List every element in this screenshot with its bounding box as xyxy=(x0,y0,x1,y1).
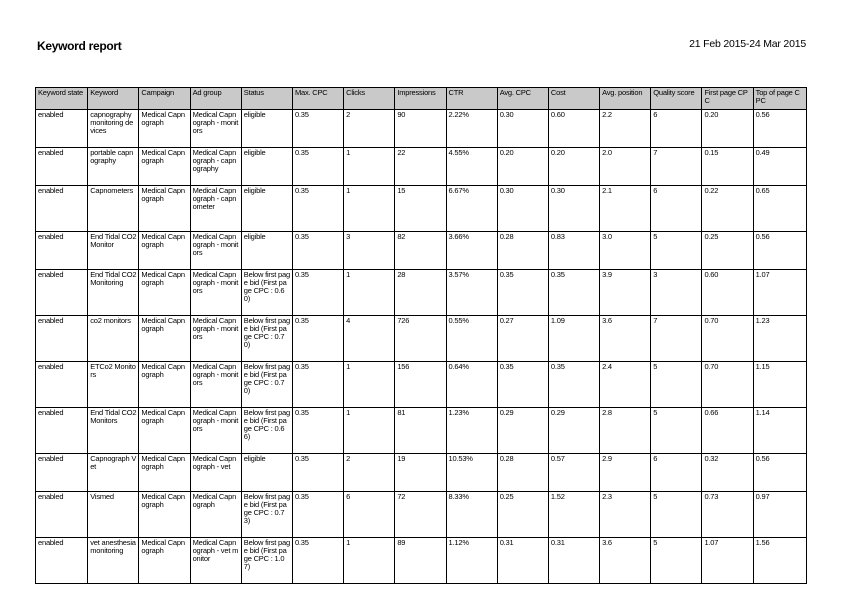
cell-status: Below first page bid (First page CPC : 0.66) xyxy=(241,408,292,454)
cell-ctr: 10.53% xyxy=(446,454,497,492)
cell-keyword: capnography monitoring devices xyxy=(88,110,139,148)
cell-ctr: 3.57% xyxy=(446,270,497,316)
cell-keyword-state: enabled xyxy=(36,538,88,584)
cell-keyword-state: enabled xyxy=(36,316,88,362)
cell-quality-score: 5 xyxy=(651,492,702,538)
cell-clicks: 6 xyxy=(344,492,395,538)
cell-keyword: Capnograph Vet xyxy=(88,454,139,492)
cell-ctr: 1.12% xyxy=(446,538,497,584)
cell-avg-cpc: 0.28 xyxy=(497,232,548,270)
cell-avg-cpc: 0.20 xyxy=(497,148,548,186)
col-ctr: CTR xyxy=(446,88,497,110)
cell-keyword: ETCo2 Monitors xyxy=(88,362,139,408)
cell-status: eligible xyxy=(241,110,292,148)
cell-max-cpc: 0.35 xyxy=(292,362,343,408)
cell-impressions: 19 xyxy=(395,454,446,492)
cell-top-of-page-cpc: 0.49 xyxy=(753,148,806,186)
cell-quality-score: 5 xyxy=(651,538,702,584)
cell-quality-score: 6 xyxy=(651,186,702,232)
cell-quality-score: 5 xyxy=(651,362,702,408)
cell-impressions: 81 xyxy=(395,408,446,454)
cell-first-page-cpc: 0.22 xyxy=(702,186,753,232)
cell-top-of-page-cpc: 0.56 xyxy=(753,110,806,148)
cell-avg-position: 2.4 xyxy=(600,362,651,408)
cell-cost: 0.20 xyxy=(548,148,599,186)
cell-ad-group: Medical Capnograph - monitors xyxy=(190,270,241,316)
table-row xyxy=(36,492,807,538)
col-top-of-page-cpc: Top of page CPC xyxy=(753,88,806,110)
cell-impressions: 22 xyxy=(395,148,446,186)
table-row xyxy=(36,316,807,362)
cell-avg-position: 2.0 xyxy=(600,148,651,186)
cell-status: Below first page bid (First page CPC : 0.60) xyxy=(241,270,292,316)
cell-first-page-cpc: 0.60 xyxy=(702,270,753,316)
cell-impressions: 89 xyxy=(395,538,446,584)
cell-clicks: 1 xyxy=(344,362,395,408)
cell-ad-group: Medical Capnograph - monitors xyxy=(190,232,241,270)
cell-max-cpc: 0.35 xyxy=(292,538,343,584)
cell-top-of-page-cpc: 1.23 xyxy=(753,316,806,362)
cell-cost: 0.35 xyxy=(548,270,599,316)
cell-ad-group: Medical Capnograph - vet monitor xyxy=(190,538,241,584)
cell-quality-score: 5 xyxy=(651,408,702,454)
cell-impressions: 82 xyxy=(395,232,446,270)
cell-keyword: portable capnography xyxy=(88,148,139,186)
cell-cost: 0.60 xyxy=(548,110,599,148)
cell-ad-group: Medical Capnograph - monitors xyxy=(190,110,241,148)
cell-top-of-page-cpc: 1.07 xyxy=(753,270,806,316)
cell-ad-group: Medical Capnograph - vet xyxy=(190,454,241,492)
col-cost: Cost xyxy=(548,88,599,110)
cell-keyword-state: enabled xyxy=(36,232,88,270)
cell-quality-score: 7 xyxy=(651,316,702,362)
cell-first-page-cpc: 0.15 xyxy=(702,148,753,186)
cell-ad-group: Medical Capnograph - monitors xyxy=(190,362,241,408)
cell-avg-position: 2.3 xyxy=(600,492,651,538)
cell-ctr: 0.55% xyxy=(446,316,497,362)
col-keyword-state: Keyword state xyxy=(36,88,88,110)
cell-ad-group: Medical Capnograph - monitors xyxy=(190,408,241,454)
cell-ad-group: Medical Capnograph - monitors xyxy=(190,316,241,362)
cell-status: eligible xyxy=(241,148,292,186)
cell-first-page-cpc: 0.73 xyxy=(702,492,753,538)
cell-clicks: 2 xyxy=(344,110,395,148)
cell-status: eligible xyxy=(241,186,292,232)
cell-avg-cpc: 0.29 xyxy=(497,408,548,454)
col-impressions: Impressions xyxy=(395,88,446,110)
table-row xyxy=(36,186,807,232)
cell-keyword: End Tidal CO2 Monitors xyxy=(88,408,139,454)
cell-clicks: 2 xyxy=(344,454,395,492)
cell-status: Below first page bid (First page CPC : 0.70) xyxy=(241,362,292,408)
col-ad-group: Ad group xyxy=(190,88,241,110)
cell-first-page-cpc: 0.32 xyxy=(702,454,753,492)
cell-ctr: 0.64% xyxy=(446,362,497,408)
cell-cost: 0.31 xyxy=(548,538,599,584)
cell-avg-cpc: 0.27 xyxy=(497,316,548,362)
cell-ad-group: Medical Capnograph xyxy=(190,492,241,538)
table-row xyxy=(36,362,807,408)
cell-top-of-page-cpc: 0.56 xyxy=(753,454,806,492)
cell-ctr: 3.66% xyxy=(446,232,497,270)
cell-keyword-state: enabled xyxy=(36,454,88,492)
cell-avg-position: 2.8 xyxy=(600,408,651,454)
cell-campaign: Medical Capnograph xyxy=(139,362,190,408)
cell-keyword-state: enabled xyxy=(36,148,88,186)
col-quality-score: Quality score xyxy=(651,88,702,110)
col-max-cpc: Max. CPC xyxy=(292,88,343,110)
cell-status: Below first page bid (First page CPC : 0.73) xyxy=(241,492,292,538)
cell-max-cpc: 0.35 xyxy=(292,270,343,316)
cell-status: eligible xyxy=(241,232,292,270)
cell-avg-position: 3.6 xyxy=(600,538,651,584)
cell-max-cpc: 0.35 xyxy=(292,186,343,232)
cell-keyword: Vismed xyxy=(88,492,139,538)
col-first-page-cpc: First page CPC xyxy=(702,88,753,110)
cell-campaign: Medical Capnograph xyxy=(139,270,190,316)
cell-campaign: Medical Capnograph xyxy=(139,492,190,538)
table-header-row xyxy=(36,88,807,110)
col-status: Status xyxy=(241,88,292,110)
cell-top-of-page-cpc: 1.56 xyxy=(753,538,806,584)
cell-avg-cpc: 0.30 xyxy=(497,110,548,148)
cell-first-page-cpc: 1.07 xyxy=(702,538,753,584)
cell-cost: 0.30 xyxy=(548,186,599,232)
cell-keyword-state: enabled xyxy=(36,362,88,408)
cell-max-cpc: 0.35 xyxy=(292,148,343,186)
table-row xyxy=(36,148,807,186)
cell-campaign: Medical Capnograph xyxy=(139,110,190,148)
cell-avg-cpc: 0.31 xyxy=(497,538,548,584)
cell-cost: 0.83 xyxy=(548,232,599,270)
cell-ctr: 4.55% xyxy=(446,148,497,186)
cell-keyword-state: enabled xyxy=(36,270,88,316)
col-clicks: Clicks xyxy=(344,88,395,110)
cell-status: Below first page bid (First page CPC : 0.70) xyxy=(241,316,292,362)
cell-campaign: Medical Capnograph xyxy=(139,232,190,270)
cell-ctr: 2.22% xyxy=(446,110,497,148)
cell-avg-cpc: 0.30 xyxy=(497,186,548,232)
cell-ctr: 8.33% xyxy=(446,492,497,538)
cell-cost: 0.29 xyxy=(548,408,599,454)
cell-quality-score: 7 xyxy=(651,148,702,186)
keyword-report-table xyxy=(35,87,807,584)
cell-impressions: 156 xyxy=(395,362,446,408)
cell-top-of-page-cpc: 0.97 xyxy=(753,492,806,538)
cell-campaign: Medical Capnograph xyxy=(139,408,190,454)
cell-top-of-page-cpc: 0.56 xyxy=(753,232,806,270)
cell-clicks: 1 xyxy=(344,538,395,584)
cell-avg-position: 2.2 xyxy=(600,110,651,148)
date-range: 21 Feb 2015-24 Mar 2015 xyxy=(689,38,806,50)
cell-impressions: 726 xyxy=(395,316,446,362)
table-row xyxy=(36,538,807,584)
cell-avg-cpc: 0.28 xyxy=(497,454,548,492)
cell-avg-cpc: 0.25 xyxy=(497,492,548,538)
cell-clicks: 3 xyxy=(344,232,395,270)
cell-top-of-page-cpc: 1.15 xyxy=(753,362,806,408)
cell-avg-position: 2.9 xyxy=(600,454,651,492)
table-row xyxy=(36,232,807,270)
cell-first-page-cpc: 0.70 xyxy=(702,316,753,362)
col-avg-position: Avg. position xyxy=(600,88,651,110)
cell-quality-score: 6 xyxy=(651,454,702,492)
cell-cost: 0.57 xyxy=(548,454,599,492)
cell-avg-position: 3.6 xyxy=(600,316,651,362)
cell-impressions: 72 xyxy=(395,492,446,538)
cell-campaign: Medical Capnograph xyxy=(139,186,190,232)
cell-keyword-state: enabled xyxy=(36,110,88,148)
table-row xyxy=(36,110,807,148)
cell-max-cpc: 0.35 xyxy=(292,408,343,454)
cell-avg-position: 3.9 xyxy=(600,270,651,316)
cell-campaign: Medical Capnograph xyxy=(139,538,190,584)
cell-clicks: 1 xyxy=(344,148,395,186)
cell-ctr: 6.67% xyxy=(446,186,497,232)
table-row xyxy=(36,408,807,454)
cell-clicks: 1 xyxy=(344,408,395,454)
cell-max-cpc: 0.35 xyxy=(292,454,343,492)
cell-avg-position: 3.0 xyxy=(600,232,651,270)
table-row xyxy=(36,270,807,316)
cell-keyword-state: enabled xyxy=(36,186,88,232)
cell-quality-score: 5 xyxy=(651,232,702,270)
cell-ad-group: Medical Capnograph - capnography xyxy=(190,148,241,186)
cell-max-cpc: 0.35 xyxy=(292,232,343,270)
cell-campaign: Medical Capnograph xyxy=(139,316,190,362)
cell-avg-position: 2.1 xyxy=(600,186,651,232)
cell-quality-score: 3 xyxy=(651,270,702,316)
cell-avg-cpc: 0.35 xyxy=(497,362,548,408)
cell-keyword: End Tidal CO2 Monitoring xyxy=(88,270,139,316)
cell-first-page-cpc: 0.25 xyxy=(702,232,753,270)
cell-first-page-cpc: 0.20 xyxy=(702,110,753,148)
cell-first-page-cpc: 0.70 xyxy=(702,362,753,408)
cell-keyword: Capnometers xyxy=(88,186,139,232)
cell-impressions: 15 xyxy=(395,186,446,232)
table-row xyxy=(36,454,807,492)
cell-campaign: Medical Capnograph xyxy=(139,454,190,492)
cell-keyword: vet anesthesia monitoring xyxy=(88,538,139,584)
cell-keyword-state: enabled xyxy=(36,408,88,454)
cell-status: eligible xyxy=(241,454,292,492)
cell-avg-cpc: 0.35 xyxy=(497,270,548,316)
cell-status: Below first page bid (First page CPC : 1.07) xyxy=(241,538,292,584)
cell-cost: 1.09 xyxy=(548,316,599,362)
cell-impressions: 90 xyxy=(395,110,446,148)
cell-max-cpc: 0.35 xyxy=(292,110,343,148)
cell-campaign: Medical Capnograph xyxy=(139,148,190,186)
col-avg-cpc: Avg. CPC xyxy=(497,88,548,110)
cell-keyword: End Tidal CO2 Monitor xyxy=(88,232,139,270)
cell-first-page-cpc: 0.66 xyxy=(702,408,753,454)
cell-cost: 1.52 xyxy=(548,492,599,538)
cell-clicks: 4 xyxy=(344,316,395,362)
cell-impressions: 28 xyxy=(395,270,446,316)
col-campaign: Campaign xyxy=(139,88,190,110)
report-title: Keyword report xyxy=(37,39,122,53)
cell-top-of-page-cpc: 1.14 xyxy=(753,408,806,454)
cell-clicks: 1 xyxy=(344,270,395,316)
cell-clicks: 1 xyxy=(344,186,395,232)
cell-keyword: co2 monitors xyxy=(88,316,139,362)
cell-max-cpc: 0.35 xyxy=(292,492,343,538)
cell-top-of-page-cpc: 0.65 xyxy=(753,186,806,232)
cell-cost: 0.35 xyxy=(548,362,599,408)
col-keyword: Keyword xyxy=(88,88,139,110)
cell-ctr: 1.23% xyxy=(446,408,497,454)
cell-keyword-state: enabled xyxy=(36,492,88,538)
cell-max-cpc: 0.35 xyxy=(292,316,343,362)
cell-quality-score: 6 xyxy=(651,110,702,148)
cell-ad-group: Medical Capnograph - capnometer xyxy=(190,186,241,232)
